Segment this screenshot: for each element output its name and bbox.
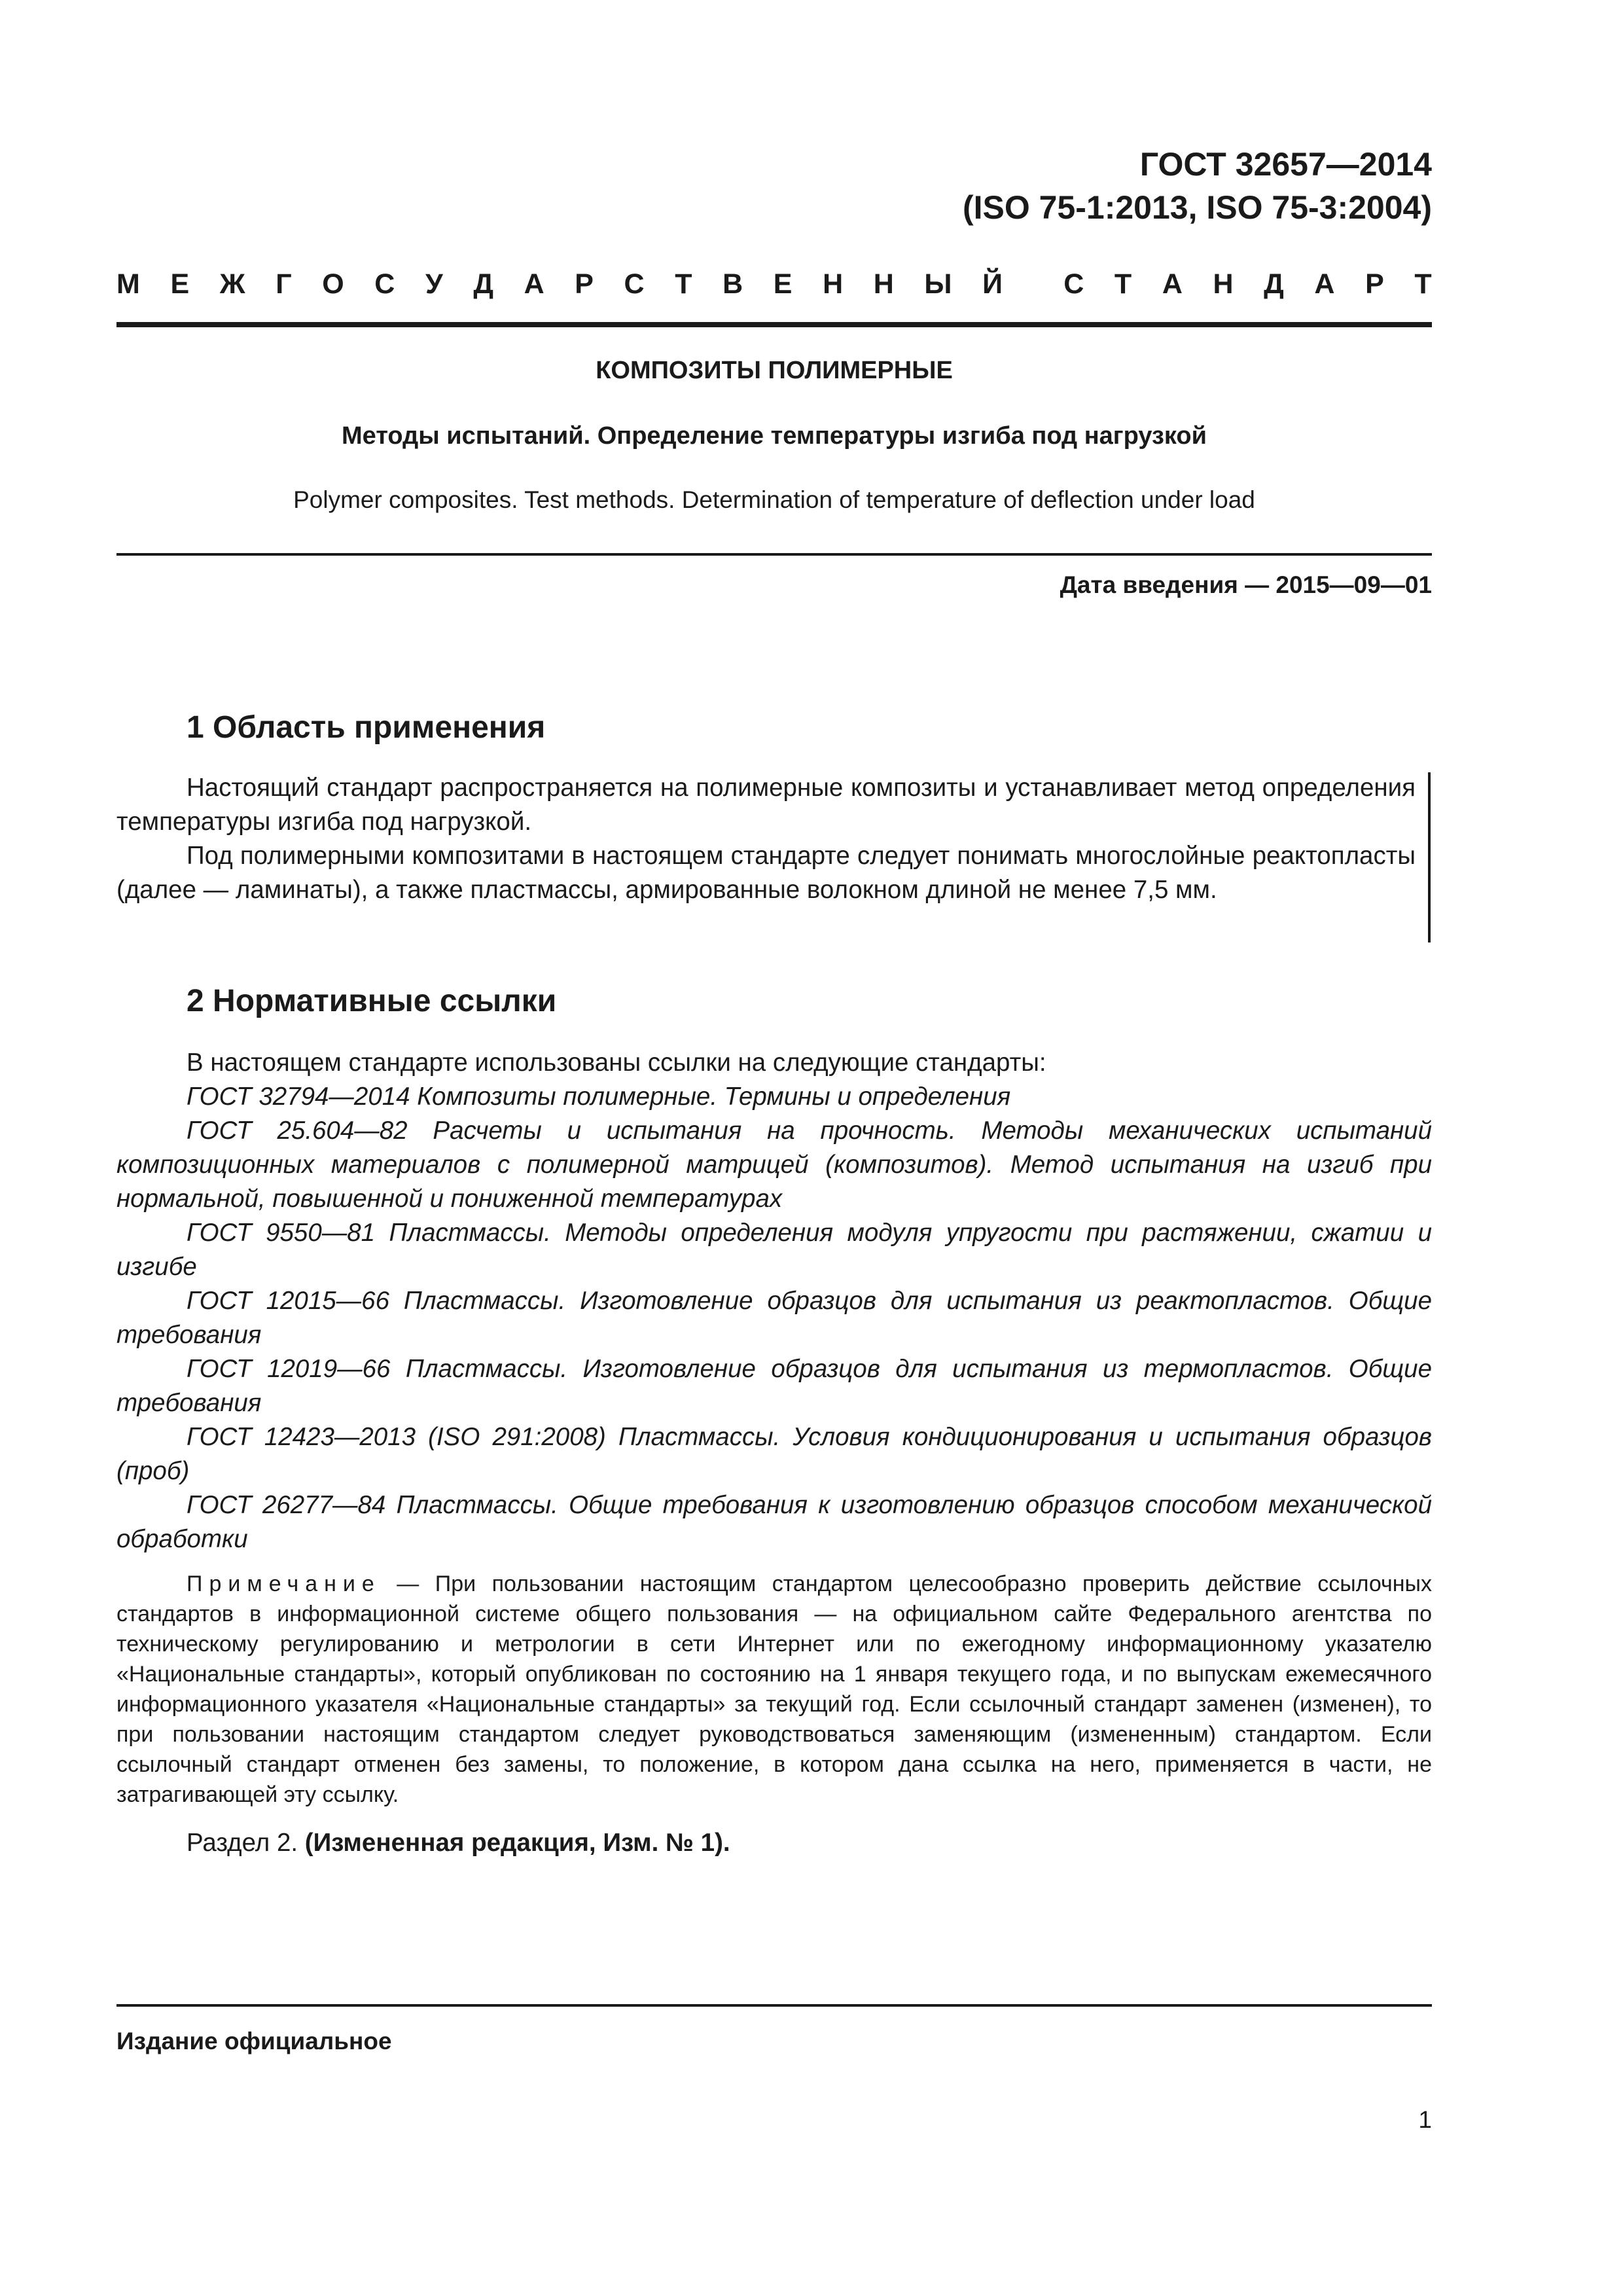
designation-gost: ГОСТ 32657—2014 xyxy=(1139,146,1432,183)
banner-letter: Н xyxy=(1213,268,1234,300)
banner-letter: Е xyxy=(170,268,190,300)
banner-letter: У xyxy=(425,268,443,300)
reference-item: ГОСТ 9550—81 Пластмассы. Методы определения модуля упругости при растяжении, сжатии и изгибе xyxy=(116,1219,1432,1281)
amendment-bold: (Измененная редакция, Изм. № 1). xyxy=(304,1829,730,1857)
banner-letter: Н xyxy=(873,268,894,300)
section-2-heading: 2 Нормативные ссылки xyxy=(187,984,557,1018)
note-paragraph xyxy=(116,1569,1432,1810)
note-label: Примечание xyxy=(187,1571,381,1596)
document-title-english: Polymer composites. Test methods. Determination of temperature of deflection under load xyxy=(293,486,1255,513)
reference-item: ГОСТ 12015—66 Пластмассы. Изготовление образцов для испытания из реактопластов. Общие требования xyxy=(116,1287,1432,1349)
introduction-date: Дата введения — 2015—09—01 xyxy=(1060,571,1432,598)
banner-letter: О xyxy=(322,268,344,300)
note-text: — При пользовании настоящим стандартом целесообразно проверить действие ссылочных стандартов в информационной системе общего пользования — на официальном сайте Федерального агентства по техническому регулированию и метрологии в сети Интернет или по ежегодному информационному указателю «Национальные стандарты», который опубликован по состоянию на 1 января текущего года, и по выпускам ежемесячного информационного указателя «Национальные стандарты» за текущий год. Если ссылочный стандарт заменен (изменен), то при пользовании настоящим стандартом следует руководствоваться заменяющим (измененным) стандартом. Если ссылочный стандарт отменен без замены, то положение, в котором дана ссылка на него, применяется в части, не затрагивающей эту ссылку. xyxy=(116,1571,1432,1807)
reference-item: ГОСТ 32794—2014 Композиты полимерные. Термины и определения xyxy=(187,1083,1011,1111)
reference-item: ГОСТ 26277—84 Пластмассы. Общие требования к изготовлению образцов способом механической обработки xyxy=(116,1491,1432,1553)
section-1-paragraph: Под полимерными композитами в настоящем стандарте следует понимать многослойные реактопласты (далее — ламинаты), а также пластмассы, армированные волокном длиной не менее 7,5 мм. xyxy=(116,842,1416,904)
change-margin-bar xyxy=(1428,772,1431,942)
title-rule xyxy=(116,553,1432,556)
section-1-heading: 1 Область применения xyxy=(187,710,546,745)
banner-letter: Ж xyxy=(219,268,245,300)
banner-letter: А xyxy=(1314,268,1335,300)
banner-letter: Г xyxy=(276,268,292,300)
standard-designation xyxy=(963,143,1432,229)
footer-rule xyxy=(116,2004,1432,2007)
header-thick-rule xyxy=(116,322,1432,327)
interstate-standard-banner xyxy=(116,264,1432,304)
banner-letter: Р xyxy=(1365,268,1384,300)
banner-letter: Е xyxy=(773,268,793,300)
section-1-paragraph: Настоящий стандарт распространяется на полимерные композиты и устанавливает метод определения температуры изгиба под нагрузкой. xyxy=(116,774,1416,836)
document-title: КОМПОЗИТЫ ПОЛИМЕРНЫЕ xyxy=(596,357,953,384)
banner-letter: В xyxy=(722,268,743,300)
amendment-prefix: Раздел 2. xyxy=(187,1829,305,1857)
banner-letter: Т xyxy=(675,268,692,300)
amendment-line xyxy=(116,1826,1416,1860)
reference-item: ГОСТ 12423—2013 (ISO 291:2008) Пластмассы. Условия кондиционирования и испытания образцов (проб) xyxy=(116,1423,1432,1485)
banner-letter: А xyxy=(1162,268,1183,300)
official-edition-label: Издание официальное xyxy=(116,2028,392,2054)
banner-letter: Й xyxy=(982,268,1003,300)
banner-letter: А xyxy=(524,268,544,300)
references-intro: В настоящем стандарте использованы ссылки на следующие стандарты: xyxy=(187,1049,1046,1077)
page-number: 1 xyxy=(1418,2106,1432,2133)
reference-item: ГОСТ 25.604—82 Расчеты и испытания на прочность. Методы механических испытаний композиционных материалов с полимерной матрицей (композитов). Метод испытания на изгиб при нормальной, повышенной и пониженной температурах xyxy=(116,1117,1432,1213)
document-subtitle: Методы испытаний. Определение температуры изгиба под нагрузкой xyxy=(342,422,1207,450)
designation-iso: (ISO 75-1:2013, ISO 75-3:2004) xyxy=(962,189,1432,226)
banner-letter: М xyxy=(116,268,140,300)
banner-letter: С xyxy=(624,268,645,300)
banner-letter: С xyxy=(1063,268,1084,300)
banner-letter: Д xyxy=(473,268,493,300)
banner-letter: С xyxy=(374,268,395,300)
banner-letter: Д xyxy=(1264,268,1284,300)
banner-letter: Н xyxy=(823,268,844,300)
banner-letter: Ы xyxy=(924,268,952,300)
banner-letter: Т xyxy=(1114,268,1132,300)
banner-letter: Р xyxy=(575,268,594,300)
banner-letter: Т xyxy=(1414,268,1432,300)
reference-item: ГОСТ 12019—66 Пластмассы. Изготовление образцов для испытания из термопластов. Общие требования xyxy=(116,1355,1432,1417)
